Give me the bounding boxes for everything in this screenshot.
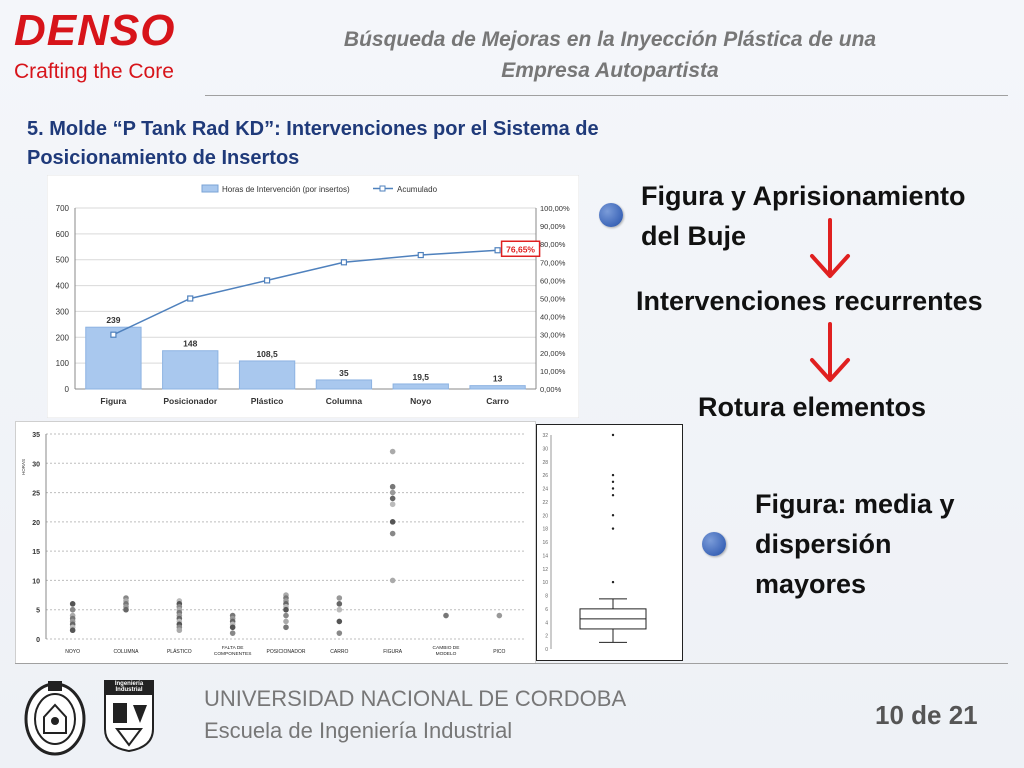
step-broken-elements: Rotura elementos <box>698 392 927 422</box>
scatter-point <box>390 496 396 502</box>
cumulative-point <box>418 253 423 258</box>
x-tick-label: CARRO <box>330 649 349 655</box>
pareto-chart <box>47 175 579 418</box>
y-tick-label: 500 <box>55 255 69 265</box>
scatter-point <box>177 627 183 633</box>
y2-tick-label: 60,00% <box>540 276 566 286</box>
legend-label: Horas de Intervención (por insertos) <box>222 185 350 194</box>
scatter-point <box>390 578 396 584</box>
bar <box>470 386 525 389</box>
scatter-point <box>283 619 289 625</box>
bullet-icon <box>599 203 623 227</box>
outlier-point <box>612 527 614 529</box>
title-divider <box>205 95 1008 96</box>
x-tick-label: POSICIONADOR <box>266 649 306 655</box>
y-tick-label: 4 <box>545 620 548 627</box>
scatter-point <box>337 619 343 625</box>
y-tick-label: 28 <box>542 459 548 466</box>
outlier-point <box>612 474 614 476</box>
scatter-point <box>390 519 396 525</box>
scatter-point <box>230 624 236 630</box>
y-tick-label: 8 <box>545 593 548 600</box>
outlier-point <box>612 481 614 483</box>
scatter-point <box>70 627 76 633</box>
scatter-point <box>70 601 76 607</box>
title-line-2: Empresa Autopartista <box>501 59 719 82</box>
outlier-point <box>612 494 614 496</box>
annotation-label: 76,65% <box>506 244 536 255</box>
y-tick-label: 0 <box>64 385 69 394</box>
university-line-2: Escuela de Ingeniería Industrial <box>204 718 513 743</box>
bar <box>316 380 371 389</box>
y-tick-label: 2 <box>545 633 548 640</box>
data-label: 19,5 <box>412 371 430 382</box>
cumulative-point <box>188 296 193 301</box>
y-tick-label: 6 <box>545 606 548 613</box>
down-arrow-icon <box>808 322 852 384</box>
bar <box>393 384 448 389</box>
scatter-point <box>390 484 396 490</box>
y-tick-label: 100 <box>55 359 69 369</box>
scatter-point <box>337 607 343 613</box>
y-tick-label: 18 <box>542 526 548 533</box>
shield-caption: Ingeniería Industrial <box>114 681 144 693</box>
y-tick-label: 16 <box>542 540 548 546</box>
down-arrow-icon <box>808 218 852 280</box>
y-tick-label: 24 <box>542 486 548 493</box>
y2-tick-label: 10,00% <box>540 366 566 376</box>
box-plot-panel <box>536 424 683 661</box>
university-line-1: UNIVERSIDAD NACIONAL DE CORDOBA <box>204 686 627 711</box>
scatter-point <box>70 607 76 613</box>
y-tick-label: 15 <box>32 549 40 557</box>
x-tick-label: COMPONENTES <box>213 652 252 657</box>
subtitle-line-1: 5. Molde “P Tank Rad KD”: Intervenciones por el Sistema de <box>27 118 599 140</box>
x-tick-label: PLÁSTICO <box>166 649 192 655</box>
scatter-point <box>390 449 396 455</box>
y-tick-label: 30 <box>542 446 548 453</box>
x-tick-label: Columna <box>325 396 363 406</box>
scatter-point <box>390 531 396 537</box>
y-tick-label: 32 <box>542 433 548 439</box>
y-tick-label: 20 <box>32 519 40 527</box>
y-tick-label: 35 <box>32 432 40 439</box>
cumulative-point <box>341 260 346 265</box>
outlier-point <box>612 434 614 436</box>
y2-tick-label: 100,00% <box>540 204 570 213</box>
scatter-point <box>230 630 236 636</box>
logo-tagline: Crafting the Core <box>14 60 174 83</box>
outlier-point <box>612 581 614 583</box>
data-label: 148 <box>183 338 198 349</box>
x-tick-label: CAMBIO DE <box>432 646 460 651</box>
y-tick-label: 200 <box>55 333 69 343</box>
y-tick-label: 0 <box>545 647 548 653</box>
scatter-point <box>337 595 343 601</box>
box-plot <box>537 425 682 660</box>
scatter-point <box>283 607 289 613</box>
university-crest-icon <box>22 677 88 757</box>
y2-tick-label: 30,00% <box>540 330 566 340</box>
y2-tick-label: 40,00% <box>540 312 566 322</box>
item2-line-2: dispersión <box>755 529 892 559</box>
item2-text <box>755 484 955 604</box>
scatter-point <box>390 501 396 507</box>
x-tick-label: Figura <box>100 396 127 406</box>
y-tick-label: 10 <box>32 578 40 586</box>
bullet-icon <box>702 532 726 556</box>
y-axis-label: HORAS <box>21 458 26 476</box>
x-tick-label: COLUMNA <box>113 649 139 655</box>
bar <box>239 361 294 389</box>
y-tick-label: 400 <box>55 281 69 291</box>
legend-label: Acumulado <box>397 185 438 194</box>
y-tick-label: 26 <box>542 473 548 480</box>
legend-marker <box>380 186 385 191</box>
scatter-chart-panel <box>15 421 536 664</box>
step-recurrent-interventions: Intervenciones recurrentes <box>636 286 983 316</box>
page-title <box>265 24 955 86</box>
page-number: 10 de 21 <box>875 700 978 730</box>
bar <box>163 351 218 389</box>
y-tick-label: 12 <box>542 566 548 573</box>
outlier-point <box>612 487 614 489</box>
section-subtitle <box>27 115 807 173</box>
item1-line-1: Figura y Aprisionamiento <box>641 181 966 211</box>
item1-line-2: del Buje <box>641 221 747 251</box>
scatter-point <box>337 601 343 607</box>
footer-divider <box>15 663 1008 664</box>
item2-line-3: mayores <box>755 569 867 599</box>
x-tick-label: Noyo <box>410 396 432 406</box>
x-tick-label: Plástico <box>250 396 284 406</box>
cumulative-point <box>495 248 500 253</box>
y-tick-label: 300 <box>55 307 69 317</box>
scatter-point <box>443 613 449 619</box>
x-tick-label: NOYO <box>65 649 81 655</box>
y-tick-label: 14 <box>542 553 548 560</box>
scatter-point <box>283 613 289 619</box>
cumulative-point <box>265 278 270 283</box>
title-line-1: Búsqueda de Mejoras en la Inyección Plástica de una <box>343 28 877 51</box>
y2-tick-label: 80,00% <box>540 240 566 250</box>
scatter-point <box>390 490 396 496</box>
y-tick-label: 600 <box>55 229 69 239</box>
y-tick-label: 20 <box>542 513 548 520</box>
scatter-point <box>497 613 503 619</box>
y2-tick-label: 0,00% <box>540 385 562 394</box>
y2-tick-label: 50,00% <box>540 294 566 304</box>
item1-text <box>641 176 966 256</box>
x-tick-label: PICO <box>493 649 506 655</box>
y2-tick-label: 70,00% <box>540 258 566 268</box>
y-tick-label: 25 <box>32 490 40 498</box>
data-label: 239 <box>106 315 121 326</box>
university-name <box>204 683 626 747</box>
legend-swatch-bar <box>202 185 218 192</box>
pareto-chart-panel <box>47 175 579 418</box>
scatter-point <box>123 607 129 613</box>
y-tick-label: 10 <box>542 580 548 587</box>
x-tick-label: Carro <box>486 396 509 406</box>
y-tick-label: 5 <box>36 607 40 615</box>
y2-tick-label: 20,00% <box>540 348 566 358</box>
x-tick-label: FALTA DE <box>221 646 244 651</box>
data-label: 13 <box>492 373 503 384</box>
scatter-point <box>337 630 343 636</box>
outlier-point <box>612 514 614 516</box>
data-label: 35 <box>339 367 349 378</box>
y-tick-label: 700 <box>55 204 69 213</box>
scatter-chart <box>16 422 535 663</box>
scatter-point <box>283 624 289 630</box>
cumulative-point <box>111 332 116 337</box>
x-tick-label: FIGURA <box>383 649 403 655</box>
denso-logo: DENSO <box>14 6 176 55</box>
y2-tick-label: 90,00% <box>540 222 566 232</box>
y-tick-label: 22 <box>542 499 548 506</box>
subtitle-line-2: Posicionamiento de Insertos <box>27 147 300 169</box>
y-tick-label: 0 <box>36 637 40 644</box>
item2-line-1: Figura: media y <box>755 489 955 519</box>
y-tick-label: 30 <box>32 461 40 469</box>
x-tick-label: Posicionador <box>163 396 218 406</box>
data-label: 108,5 <box>256 348 278 359</box>
x-tick-label: MODELO <box>435 652 457 657</box>
